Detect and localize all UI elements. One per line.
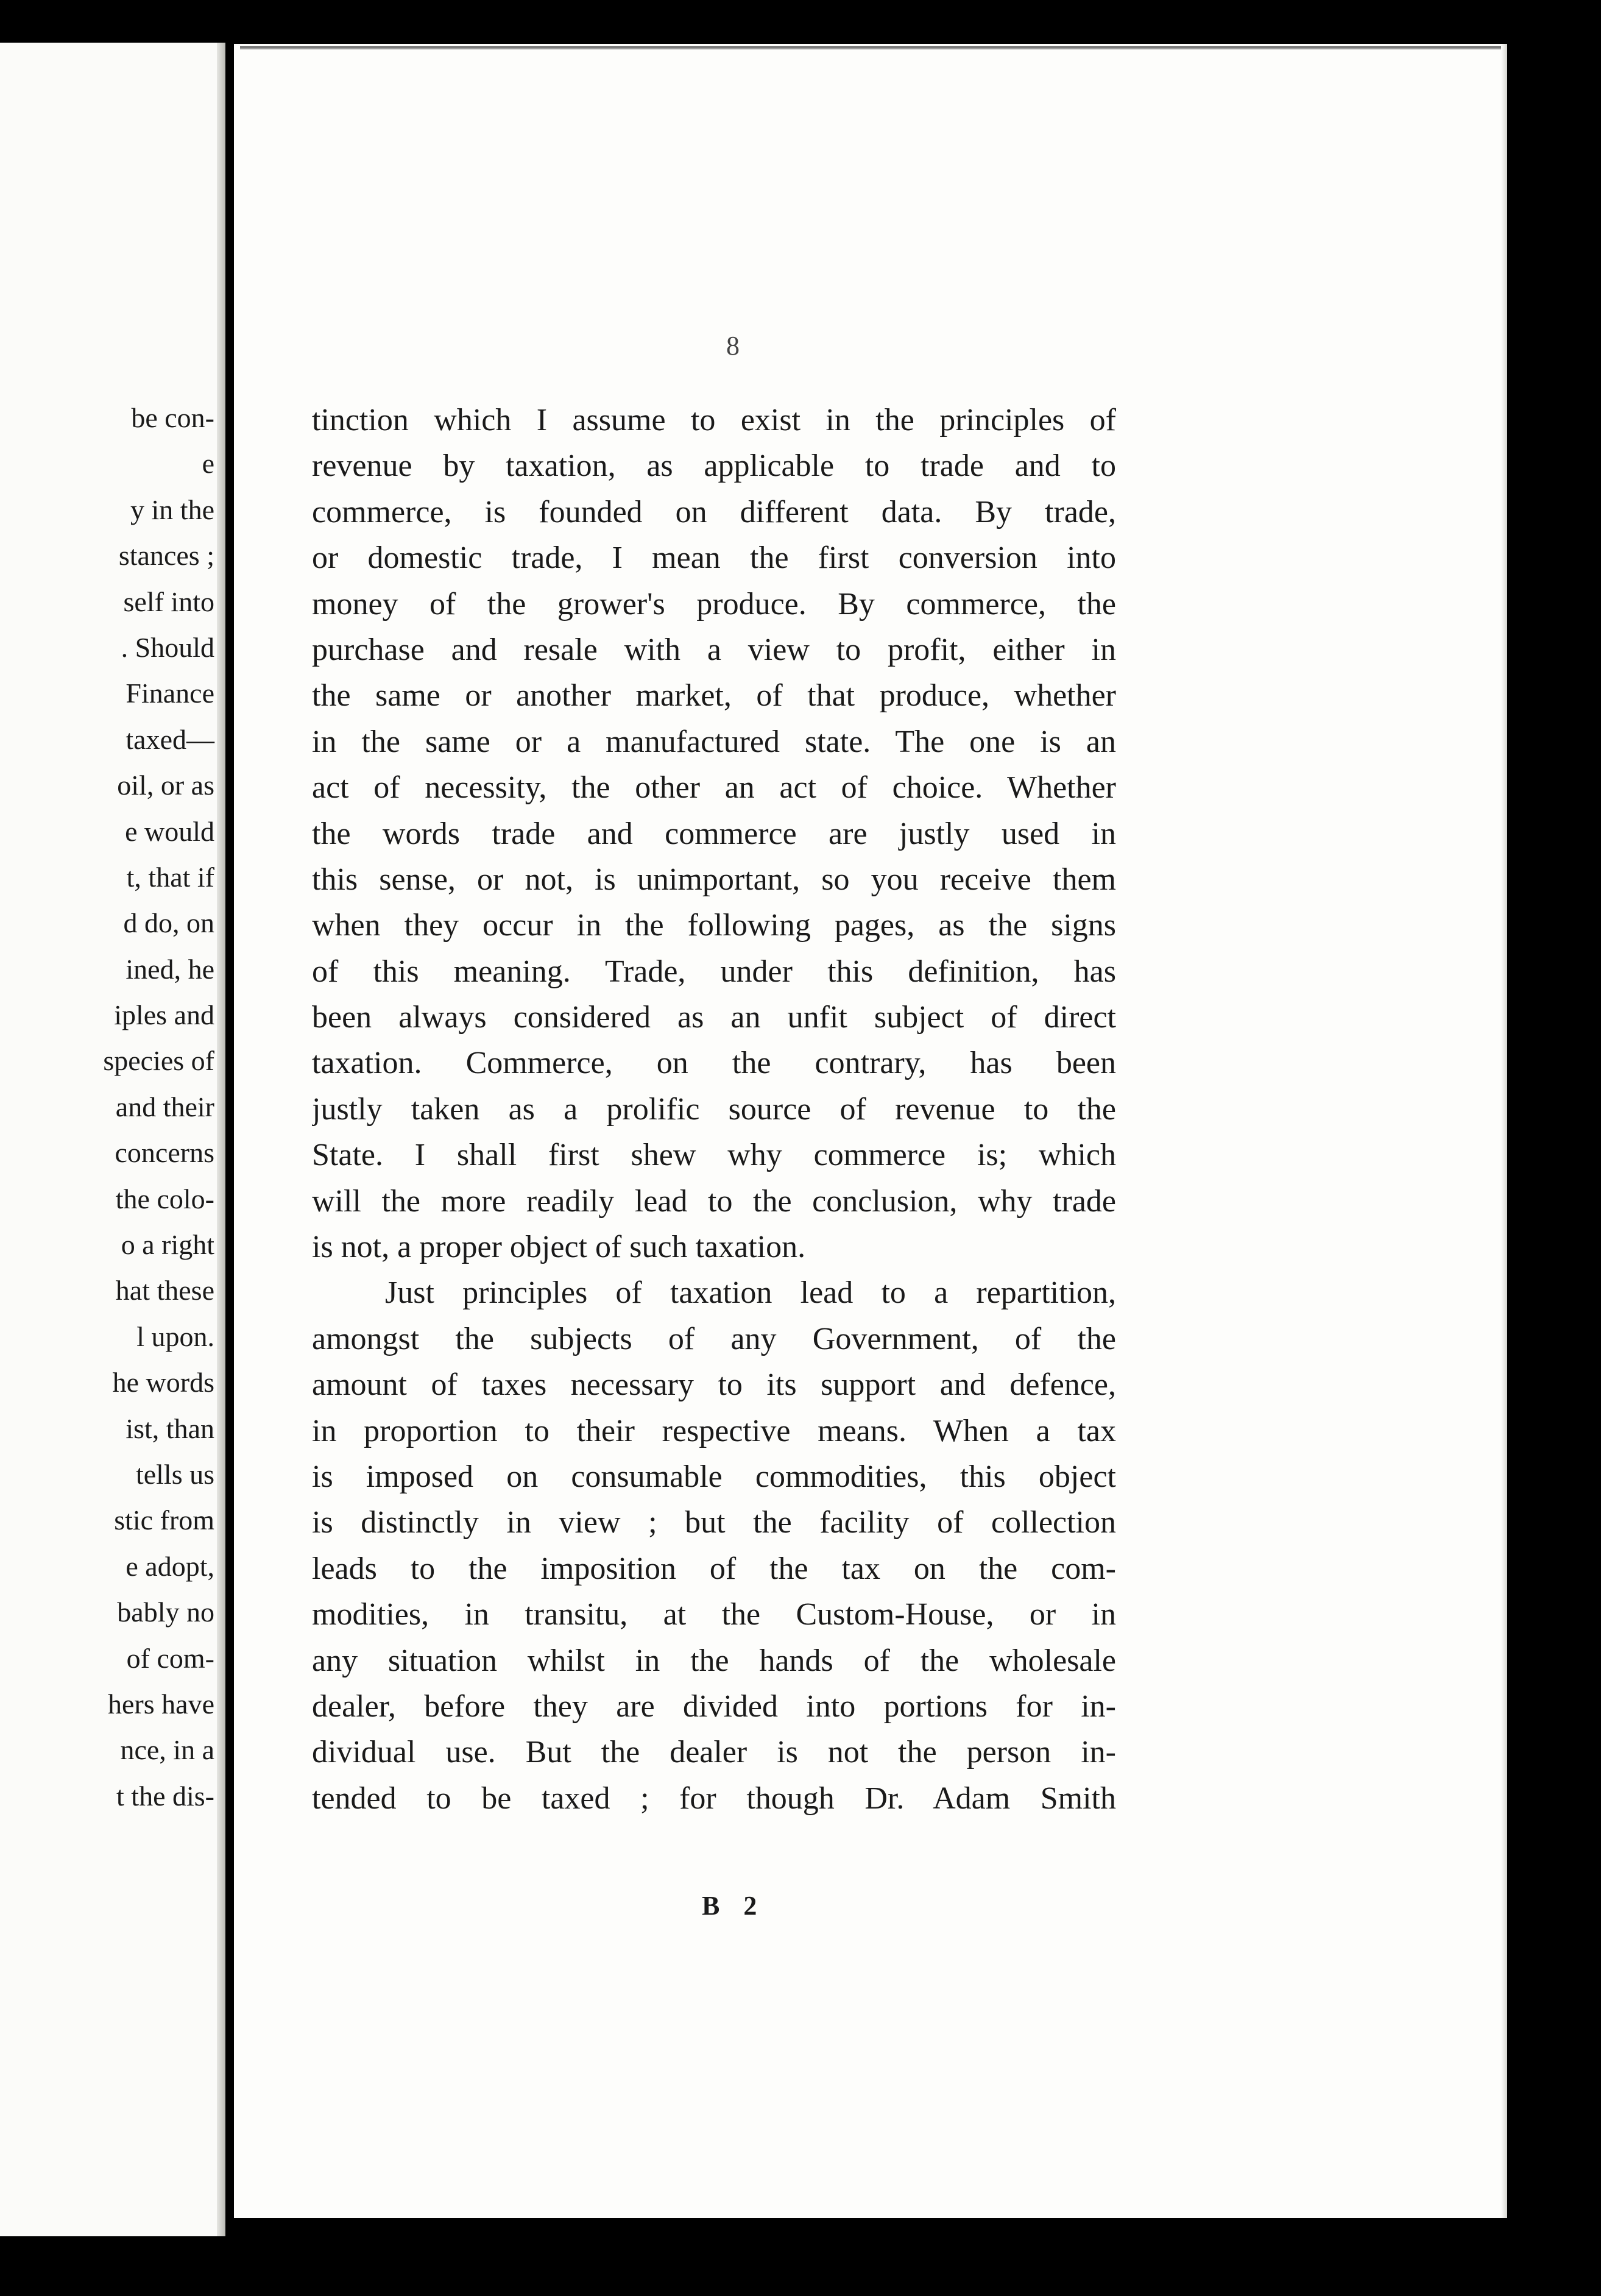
left-line: iples and <box>114 999 214 1031</box>
text-line: amount of taxes necessary to its support and defence, <box>312 1367 1116 1403</box>
text-line: the words trade and commerce are justly used in <box>312 816 1116 851</box>
left-line: bably no <box>117 1596 214 1628</box>
left-line: ined, he <box>125 953 214 985</box>
text-line: commerce, is founded on different data. By trade, <box>312 494 1116 530</box>
text-line: money of the grower's produce. By commerce, the <box>312 586 1116 622</box>
text-line: any situation whilst in the hands of the wholesale <box>312 1643 1116 1678</box>
left-line: e <box>202 448 214 480</box>
text-line: dealer, before they are divided into portions for in- <box>312 1688 1116 1724</box>
left-page-text <box>103 395 214 1819</box>
text-line: the same or another market, of that produce, whether <box>312 678 1116 714</box>
text-line: when they occur in the following pages, as the signs <box>312 908 1116 943</box>
left-line: Finance <box>125 678 214 709</box>
left-line: l upon. <box>136 1320 214 1352</box>
text-line: dividual use. But the dealer is not the person in- <box>312 1735 1116 1770</box>
left-line: self into <box>123 586 214 617</box>
text-line: is distinctly in view ; but the facility of collection <box>312 1505 1116 1540</box>
text-line: tinction which I assume to exist in the principles of <box>312 403 1116 438</box>
left-line: be con- <box>131 402 214 433</box>
left-line: d do, on <box>123 907 214 939</box>
right-page <box>234 44 1507 2218</box>
text-line: will the more readily lead to the conclusion, why trade <box>312 1183 1116 1219</box>
left-line: . Should <box>121 631 214 663</box>
left-line: nce, in a <box>120 1734 214 1766</box>
page-edge-shadow <box>1501 44 1507 2218</box>
text-line: modities, in transitu, at the Custom-House, or in <box>312 1597 1116 1632</box>
text-line: leads to the imposition of the tax on the com- <box>312 1551 1116 1586</box>
left-line: o a right <box>121 1229 214 1261</box>
left-line: t the dis- <box>116 1780 214 1812</box>
body-text <box>312 397 1116 1821</box>
left-line: species of <box>103 1045 214 1077</box>
paragraph-end-line: is not, a proper object of such taxation. <box>312 1230 806 1265</box>
left-line: of com- <box>126 1642 214 1674</box>
text-line: or domestic trade, I mean the first conversion into <box>312 540 1116 576</box>
left-line: he words <box>112 1367 214 1398</box>
left-line: stic from <box>114 1504 214 1536</box>
left-line: t, that if <box>126 861 214 893</box>
text-line: in the same or a manufactured state. The one is an <box>312 724 1116 759</box>
top-edge-rule <box>240 46 1507 50</box>
left-line: e adopt, <box>125 1550 214 1582</box>
gutter-shadow <box>217 43 225 2236</box>
left-line: oil, or as <box>117 770 214 801</box>
text-line: in proportion to their respective means. When a tax <box>312 1413 1116 1448</box>
left-line: hat these <box>115 1275 214 1306</box>
text-line: justly taken as a prolific source of revenue to the <box>312 1091 1116 1127</box>
left-line: y in the <box>130 494 214 525</box>
text-line: act of necessity, the other an act of choice. Whether <box>312 770 1116 806</box>
left-line: hers have <box>108 1688 214 1720</box>
text-line: purchase and resale with a view to profit, either in <box>312 632 1116 667</box>
left-line: ist, than <box>125 1412 214 1444</box>
left-page <box>0 43 225 2236</box>
left-line: tells us <box>135 1458 214 1490</box>
paragraph-start-line: Just principles of taxation lead to a repartition, <box>385 1275 1116 1311</box>
left-line: e would <box>125 815 214 847</box>
text-line: amongst the subjects of any Government, of the <box>312 1321 1116 1356</box>
left-line: the colo- <box>115 1183 214 1214</box>
text-line: been always considered as an unfit subject of direct <box>312 1000 1116 1035</box>
text-line: is imposed on consumable commodities, this object <box>312 1459 1116 1494</box>
text-line: this sense, or not, is unimportant, so you receive them <box>312 862 1116 897</box>
text-line: revenue by taxation, as applicable to trade and to <box>312 448 1116 484</box>
page-number: 8 <box>726 331 740 361</box>
text-line: State. I shall first shew why commerce is; which <box>312 1138 1116 1173</box>
left-line: stances ; <box>118 540 214 572</box>
text-line: tended to be taxed ; for though Dr. Adam Smith <box>312 1780 1116 1816</box>
text-line: taxation. Commerce, on the contrary, has been <box>312 1046 1116 1081</box>
signature-mark: B 2 <box>702 1891 766 1921</box>
left-line: concerns <box>115 1137 214 1169</box>
left-line: and their <box>115 1091 214 1122</box>
left-line: taxed— <box>125 723 214 755</box>
text-line: of this meaning. Trade, under this definition, has <box>312 954 1116 989</box>
